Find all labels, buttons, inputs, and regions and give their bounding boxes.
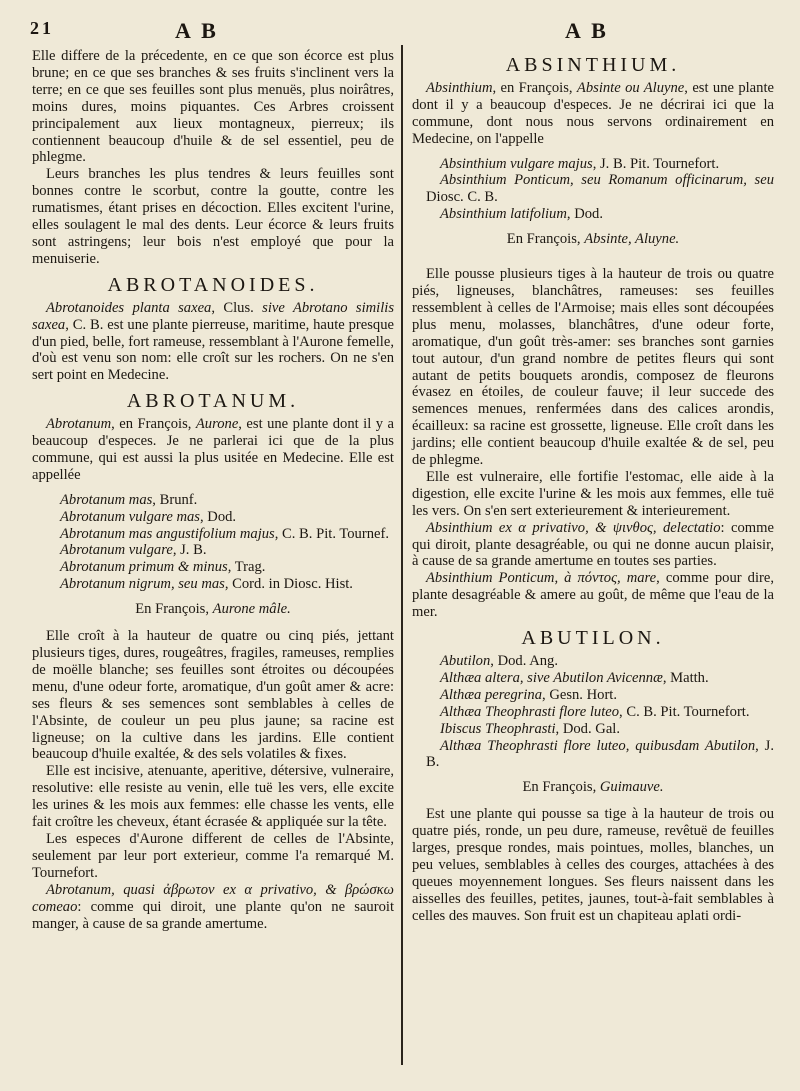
synonym-line: Althæa altera, sive Abutilon Avicennæ, Matth.	[440, 669, 709, 686]
synonym-line: Absinthium vulgare majus, J. B. Pit. Tournefort.	[440, 155, 720, 172]
latin-name: Abrotanoides planta saxea	[46, 299, 212, 316]
entry-lead-abrotanum: Abrotanum, en François, Aurone, est une plante dont il y a beaucoup d'especes. Je ne parlerai ici que de la plus commune, qui est aussi la plus usitée en Medecine. Elle est appellée	[32, 416, 394, 483]
synonym-line: Althæa peregrina, Gesn. Hort.	[440, 686, 618, 703]
paragraph: Elle differe de la précedente, en ce que son écorce est plus brune; en ce que ses branches & ses fruits s'inclinent vers la terre; en ce que ses feuilles sont plus menuës, plus noirâtres, moins dures, moins piquantes. Ces Arbres croissent principalement aux lieux montagneux, pierreux; ils contiennent beaucoup d'huile & de sel essentiel, peu de phlegme.	[32, 48, 394, 166]
synonym-line: Althæa Theophrasti flore luteo, quibusdam Abutilon, J. B.	[426, 737, 775, 771]
synonym-line: Abrotanum vulgare mas, Dod.	[60, 508, 237, 525]
etymology-paragraph: Absinthium ex α privativo, & ψινθος, delectatio: comme qui diroit, plante desagréable, ou qui ne donne aucun plaisir, à cause de sa grande amertume en toutes ses parties.	[412, 519, 774, 570]
left-running-head: A B	[175, 18, 219, 43]
right-column	[412, 48, 774, 925]
paragraph: Elle pousse plusieurs tiges à la hauteur de trois ou quatre piés, ligneuses, blanchâtres, rameuses: ses feuilles ressemblent à celles de l'Armoise; mais elles sont découpées plus menu, molasses, blanchâtres, d'une odeur forte, aromatique, d'un goût très-amer: ses branches sont garnies tout autour, d'un grand nombre de petites fleurs qui sont autant de petits bouquets arondis, composez de fleurons évasez en étoiles, de couleur fauve; il leur succede des semences menues, renfermées dans des calices arondis, écailleux: sa racine est grossette, ligneuse. Elle croît dans les jardins; elle contient beaucoup d'huile exaltée & de sel, peu de phlegme.	[412, 266, 774, 469]
synonym-line: Abrotanum vulgare, J. B.	[60, 542, 207, 559]
etymology-paragraph: Abrotanum, quasi ἀβρωτον ex α privativo, & βρώσκω comeao: comme qui diroit, une plante qu'on ne sauroit manger, à cause de sa grande amertume.	[32, 881, 394, 932]
latin-name: sive Abrotano similis saxea	[32, 299, 395, 333]
left-column	[32, 48, 394, 932]
synonym-line: Abrotanum primum & minus, Trag.	[60, 559, 266, 576]
paragraph: Elle croît à la hauteur de quatre ou cinq piés, jettant plusieurs tiges, dures, rougeâtres, fragiles, rameuses, remplies de moëlle blanche; ses feuilles sont étroites ou découpées menu, d'une odeur forte, aromatique, d'un goût amer & acre: ses fleurs & ses semences sont semblables à celles de l'Absinte, de couleur un peu plus jaune; sa racine est ligneuse; on la cultive dans les jardins. Elle contient beaucoup d'huile exaltée, & des sels volatiles & fixes.	[32, 628, 394, 763]
paragraph: Elle est vulneraire, elle fortifie l'estomac, elle aide à la digestion, elle excite l'urine & les mois aux femmes, elle tuë les vers. On s'en sert exterieurement & interieurement.	[412, 468, 774, 519]
page-number: 21	[30, 18, 54, 38]
synonym-line: Ibiscus Theophrasti, Dod. Gal.	[440, 720, 620, 737]
paragraph: Leurs branches les plus tendres & leurs feuilles sont bonnes contre le scorbut, contre la goutte, contre les rumatismes, étant prises en décoction. Elles excitent l'urine, elles soulagent le mal des dents. Leur écorce & leurs fruits sont astringens; leur bois n'est employé que pour la menuiserie.	[32, 166, 394, 267]
entry-heading-abrotanum: ABROTANUM.	[126, 390, 300, 413]
right-running-head: A B	[565, 18, 609, 43]
synonym-line: Absinthium latifolium, Dod.	[440, 206, 603, 223]
entry-text-abrotanoides: Abrotanoides planta saxea, Clus. sive Abrotano similis saxea, C. B. est une plante pierreuse, maritime, haute presque d'un pied, belle, fort rameuse, ressemblant à l'Aurone femelle, d'où est venu son nom: elle croît sur les rochers. On ne s'en sert point en Medecine.	[32, 299, 395, 384]
french-name-line: En François, Aurone mâle.	[135, 601, 291, 618]
entry-heading-abutilon: ABUTILON.	[521, 627, 665, 650]
synonym-line: Abrotanum mas, Brunf.	[60, 491, 198, 508]
french-name-line: En François, Guimauve.	[522, 779, 664, 796]
paragraph: Elle est incisive, atenuante, aperitive, détersive, vulneraire, resolutive: elle resiste au venin, elle tuë les vers, elle excite les urines & les mois aux femmes: elle chasse les vents, elle fait croître les cheveux, étant écrasée & appliquée sur la tête.	[32, 763, 394, 831]
synonym-line: Abrotanum mas angustifolium majus, C. B. Pit. Tournef.	[60, 525, 389, 542]
column-divider	[401, 45, 403, 1065]
synonym-line: Abrotanum nigrum, seu mas, Cord. in Diosc. Hist.	[60, 576, 353, 593]
synonym-line: Abutilon, Dod. Ang.	[440, 653, 558, 669]
running-header	[0, 18, 800, 48]
synonym-line: Absinthium Ponticum, seu Romanum officinarum, seu Diosc. C. B.	[426, 172, 774, 206]
entry-lead-absinthium: Absinthium, en François, Absinte ou Aluyne, est une plante dont il y a beaucoup d'especes. Je ne décrirai ici que la commune, dont nous nous servons ordinairement en Medecine, on l'appelle	[412, 79, 774, 147]
entry-heading-abrotanoides: ABROTANOIDES.	[107, 273, 319, 296]
etymology-paragraph: Absinthium Ponticum, à πόντος, mare, comme pour dire, plante desagréable & amere au goût, de même que l'eau de la mer.	[412, 570, 774, 621]
paragraph: Est une plante qui pousse sa tige à la hauteur de trois ou quatre piés, ronde, un peu dure, rameuse, revêtuë de feuilles larges, presque rondes, mais pointues, molles, blanches, un peu velues, semblables à celles des courges, attachées à des queues moyennement longues. Ses fleurs naissent dans les aisselles des feuilles, petites, jaunes, tout-à-fait semblables à celles des mauves. Son fruit est un chapiteau aplati ordi-	[412, 806, 774, 924]
paragraph: Les especes d'Aurone different de celles de l'Absinte, seulement par leur port exterieur, comme l'a remarqué M. Tournefort.	[32, 830, 394, 881]
entry-heading-absinthium: ABSINTHIUM.	[505, 54, 681, 76]
synonym-line: Althæa Theophrasti flore luteo, C. B. Pit. Tournefort.	[440, 703, 750, 720]
french-name-line: En François, Absinte, Aluyne.	[506, 231, 680, 248]
